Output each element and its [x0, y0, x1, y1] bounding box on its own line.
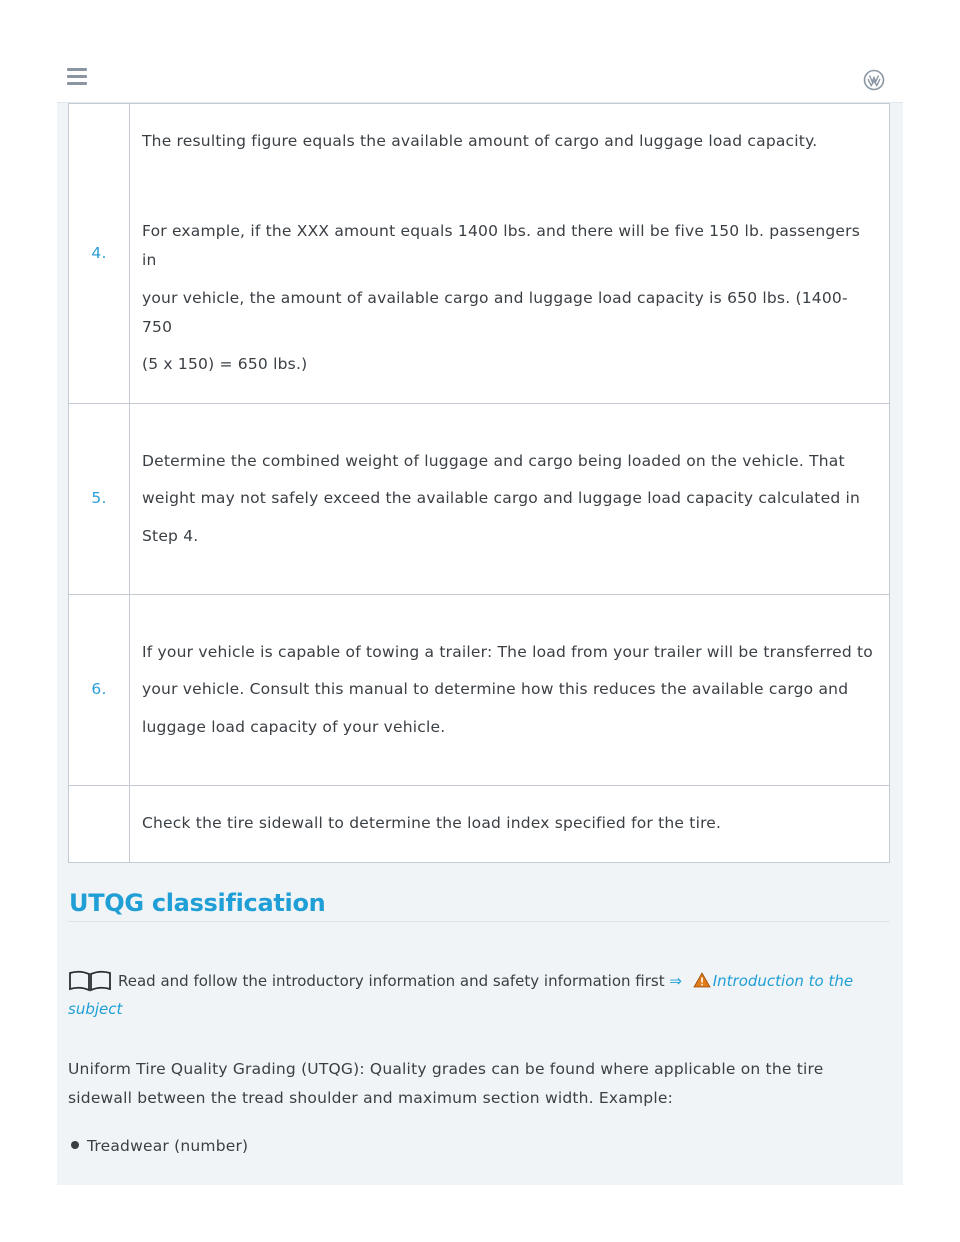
table-row: [69, 404, 890, 595]
introduction-link[interactable]: Introduction to the subject: [68, 972, 854, 1018]
bullet-icon: [71, 1141, 79, 1149]
step-number: 4.: [69, 104, 130, 404]
step-line: The resulting figure equals the available amount of cargo and luggage load capacity.: [142, 132, 818, 151]
step-line: Step 4.: [142, 526, 199, 545]
step-line: (5 x 150) = 650 lbs.): [142, 355, 308, 374]
step-text: [130, 404, 890, 595]
intro-note: [68, 967, 888, 1023]
step-line: luggage load capacity of your vehicle.: [142, 717, 446, 736]
book-icon: [68, 970, 112, 992]
list-item: [71, 1137, 248, 1155]
paragraph-line: sidewall between the tread shoulder and maximum section width. Example:: [68, 1089, 673, 1107]
step-line: For example, if the XXX amount equals 1400 lbs. and there will be five 150 lb. passengers in: [142, 221, 860, 270]
step-line: your vehicle. Consult this manual to determine how this reduces the available cargo and: [142, 680, 849, 699]
step-line: Check the tire sidewall to determine the load index specified for the tire.: [142, 814, 722, 833]
paragraph-line: Uniform Tire Quality Grading (UTQG): Quality grades can be found where applicable on the tire: [68, 1060, 824, 1078]
step-number: 6.: [69, 595, 130, 786]
intro-text: Read and follow the introductory information and safety information first: [118, 972, 665, 990]
main-content: [57, 103, 903, 1185]
step-line: your vehicle, the amount of available cargo and luggage load capacity is 650 lbs. (1400-750: [142, 288, 848, 336]
step-text: [130, 595, 890, 786]
step-number: 5.: [69, 404, 130, 595]
steps-table: [68, 103, 890, 863]
table-row: [69, 786, 890, 863]
hamburger-menu-icon[interactable]: [67, 68, 87, 86]
step-line: If your vehicle is capable of towing a trailer: The load from your trailer will be transferred to: [142, 642, 873, 661]
list-item-text: Treadwear (number): [87, 1137, 249, 1155]
top-bar: [57, 52, 903, 103]
step-line: weight may not safely exceed the available cargo and luggage load capacity calculated in: [142, 489, 861, 508]
step-text: [130, 786, 890, 863]
step-number: [69, 786, 130, 863]
arrow-icon: ⇒: [669, 972, 682, 990]
step-line: Determine the combined weight of luggage and cargo being loaded on the vehicle. That: [142, 451, 845, 470]
vw-logo-icon[interactable]: [863, 69, 885, 91]
utqg-paragraph: [68, 1055, 868, 1113]
section-title: UTQG classification: [69, 889, 326, 917]
table-row: [69, 595, 890, 786]
section-divider: [68, 921, 890, 922]
step-text: [130, 104, 890, 404]
warning-icon: [693, 972, 711, 988]
table-row: [69, 104, 890, 404]
